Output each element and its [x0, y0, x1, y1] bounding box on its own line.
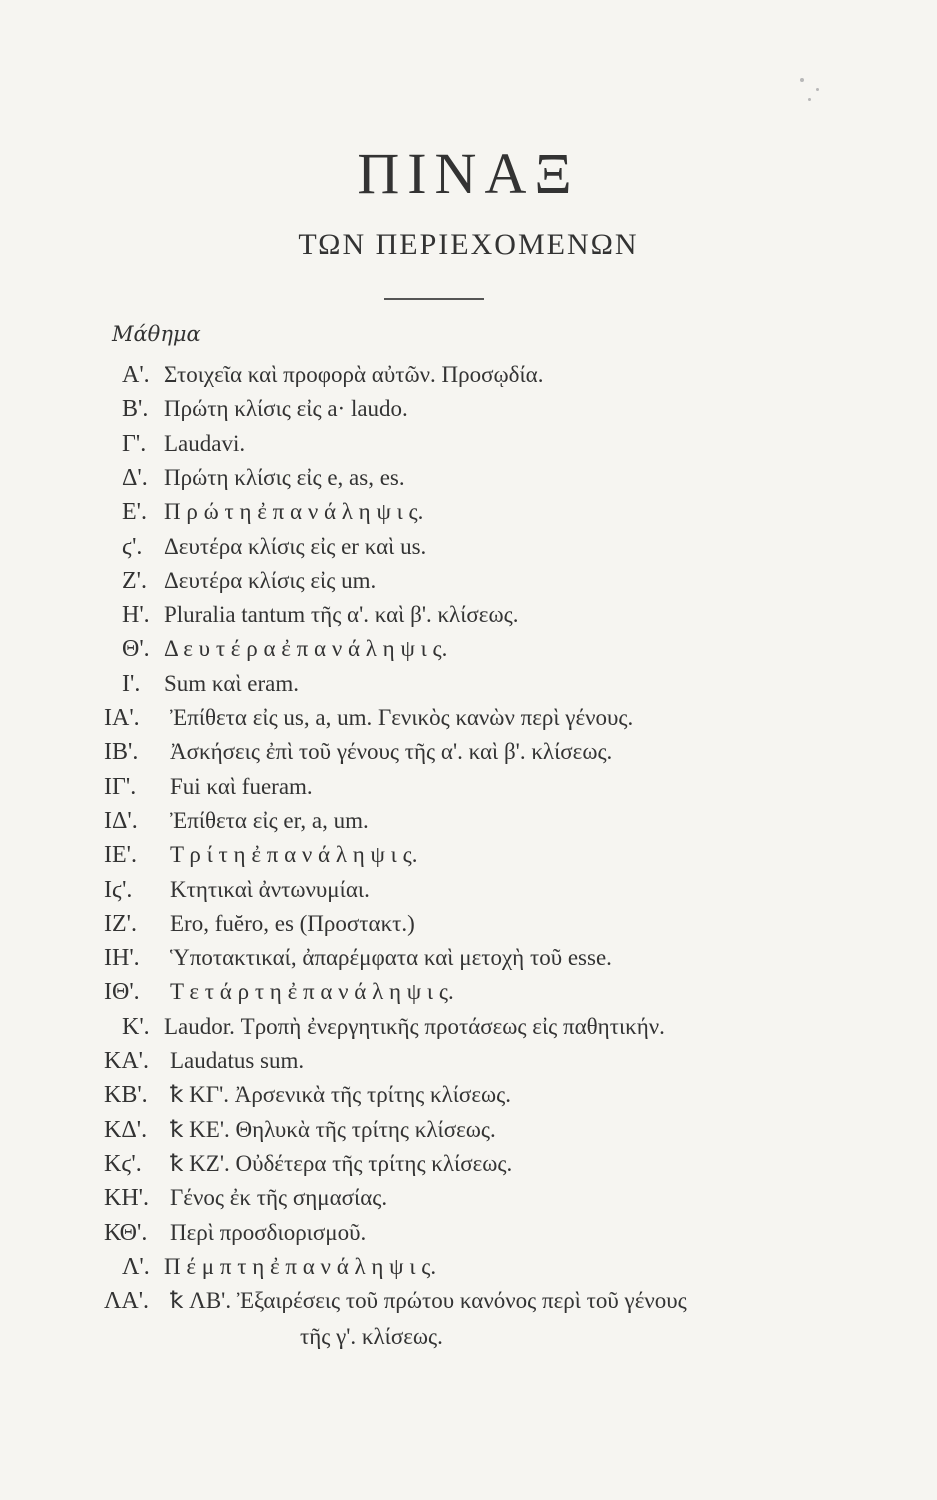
- toc-entry: [0, 842, 937, 874]
- toc-entry: [0, 877, 937, 909]
- lesson-number: ΙΖ'.: [104, 911, 137, 937]
- toc-entry: [0, 602, 937, 634]
- toc-entry: [0, 396, 937, 428]
- toc-entry: [0, 1048, 937, 1080]
- lesson-title: Π ρ ώ τ η ἐ π α ν ά λ η ψ ι ς.: [164, 499, 424, 524]
- lesson-number: ΙΑ'.: [104, 705, 140, 731]
- lesson-number: ΙΒ'.: [104, 739, 139, 765]
- lesson-title: ꝁ ΛΒ'. Ἐξαιρέσεις τοῦ πρώτου κανόνος περὶ τοῦ γένους: [170, 1288, 687, 1313]
- lesson-number: ΙΔ'.: [104, 808, 138, 834]
- toc-entry: [0, 1117, 937, 1149]
- entry-continuation: τῆς γ'. κλίσεως.: [300, 1324, 443, 1349]
- lesson-title: Τ ρ ί τ η ἐ π α ν ά λ η ψ ι ς.: [170, 842, 418, 867]
- lesson-number: Ζ'.: [122, 568, 147, 594]
- lesson-number: ΙΓ'.: [104, 774, 137, 800]
- lesson-number: Θ'.: [122, 636, 150, 662]
- lesson-title: Π έ μ π τ η ἐ π α ν ά λ η ψ ι ς.: [164, 1254, 437, 1279]
- toc-entry: [0, 1185, 937, 1217]
- lesson-title: Τ ε τ ά ρ τ η ἐ π α ν ά λ η ψ ι ς.: [170, 979, 454, 1004]
- page-title: ΠΙΝΑΞ: [357, 141, 580, 206]
- lesson-title: Κτητικαὶ ἀντωνυμίαι.: [170, 877, 370, 902]
- toc-entry: [0, 739, 937, 771]
- lesson-title: ꝁ ΚΓ'. Ἀρσενικὰ τῆς τρίτης κλίσεως.: [170, 1082, 511, 1107]
- lesson-title: Γένος ἐκ τῆς σημασίας.: [170, 1185, 388, 1210]
- lesson-title: Laudavi.: [164, 431, 246, 456]
- toc-entry: [0, 431, 937, 463]
- toc-entry: [0, 465, 937, 497]
- toc-entry: [0, 979, 937, 1011]
- toc-entry: [0, 499, 937, 531]
- lesson-title: Περὶ προσδιορισμοῦ.: [170, 1220, 367, 1245]
- toc-entry: [0, 1151, 937, 1183]
- column-heading: Μάθημα: [112, 322, 201, 346]
- lesson-title: Sum καὶ eram.: [164, 671, 300, 696]
- lesson-number: ΚΑ'.: [104, 1048, 149, 1074]
- toc-entry: [0, 568, 937, 600]
- lesson-title: Ἐπίθετα εἰς er, a, um.: [170, 808, 369, 833]
- lesson-number: Ε'.: [122, 499, 147, 525]
- toc-entry: [0, 1014, 937, 1046]
- toc-entry: [0, 362, 937, 394]
- toc-entry: [0, 1082, 937, 1114]
- lesson-title: Laudatus sum.: [170, 1048, 305, 1073]
- toc-entry: [0, 945, 937, 977]
- lesson-title: Fui καὶ fueram.: [170, 774, 313, 799]
- lesson-title: Ἐπίθετα εἰς us, a, um. Γενικὸς κανὼν περὶ γένους.: [170, 705, 634, 730]
- lesson-number: ΚΔ'.: [104, 1117, 148, 1143]
- toc-entry: [0, 534, 937, 566]
- lesson-number: Δ'.: [122, 465, 148, 491]
- lesson-number: ϛ'.: [122, 534, 143, 560]
- lesson-title: Laudor. Τροπὴ ἐνεργητικῆς προτάσεως εἰς παθητικήν.: [164, 1014, 665, 1039]
- lesson-number: ΚΘ'.: [104, 1220, 148, 1246]
- lesson-number: ΙΗ'.: [104, 945, 140, 971]
- lesson-number: Ι'.: [122, 671, 141, 697]
- lesson-number: ΙΘ'.: [104, 979, 140, 1005]
- toc-entry: [0, 1288, 937, 1320]
- lesson-title: Pluralia tantum τῆς α'. καὶ β'. κλίσεως.: [164, 602, 519, 627]
- lesson-title: Στοιχεῖα καὶ προφορὰ αὐτῶν. Προσῳδία.: [164, 362, 544, 387]
- page-subtitle: ΤΩΝ ΠΕΡΙΕΧΟΜΕΝΩΝ: [298, 228, 639, 261]
- toc-entry: [0, 1254, 937, 1286]
- toc-entry: [0, 808, 937, 840]
- toc-entry: [0, 1220, 937, 1252]
- lesson-title: Ἀσκήσεις ἐπὶ τοῦ γένους τῆς α'. καὶ β'. κλίσεως.: [170, 739, 613, 764]
- toc-entry: [0, 636, 937, 668]
- lesson-title: Πρώτη κλίσις εἰς e, as, es.: [164, 465, 405, 490]
- lesson-number: Κϛ'.: [104, 1151, 142, 1177]
- lesson-title: Ero, fuĕro, es (Προστακτ.): [170, 911, 415, 936]
- lesson-title: Πρώτη κλίσις εἰς a· laudo.: [164, 396, 408, 421]
- lesson-number: ΛΑ'.: [104, 1288, 150, 1314]
- lesson-title: ꝁ ΚΕ'. Θηλυκὰ τῆς τρίτης κλίσεως.: [170, 1117, 496, 1142]
- lesson-number: ΚΗ'.: [104, 1185, 149, 1211]
- lesson-title: Δ ε υ τ έ ρ α ἐ π α ν ά λ η ψ ι ς.: [164, 636, 448, 661]
- lesson-number: Ιϛ'.: [104, 877, 133, 903]
- lesson-title: Δευτέρα κλίσις εἰς er καὶ us.: [164, 534, 427, 559]
- lesson-number: Η'.: [122, 602, 150, 628]
- lesson-number: ΚΒ'.: [104, 1082, 148, 1108]
- lesson-number: Γ'.: [122, 431, 147, 457]
- lesson-number: Β'.: [122, 396, 149, 422]
- lesson-title: Δευτέρα κλίσις εἰς um.: [164, 568, 377, 593]
- toc-entry: [0, 911, 937, 943]
- lesson-title: Ὑποτακτικαί, ἀπαρέμφατα καὶ μετοχὴ τοῦ esse.: [170, 945, 612, 970]
- lesson-number: Κ'.: [122, 1014, 150, 1040]
- lesson-number: ΙΕ'.: [104, 842, 137, 868]
- toc-entry: [0, 774, 937, 806]
- toc-entry: [0, 671, 937, 703]
- toc-entry: [0, 705, 937, 737]
- lesson-title: ꝁ ΚΖ'. Οὐδέτερα τῆς τρίτης κλίσεως.: [170, 1151, 513, 1176]
- lesson-number: Λ'.: [122, 1254, 150, 1280]
- lesson-number: Α'.: [122, 362, 150, 388]
